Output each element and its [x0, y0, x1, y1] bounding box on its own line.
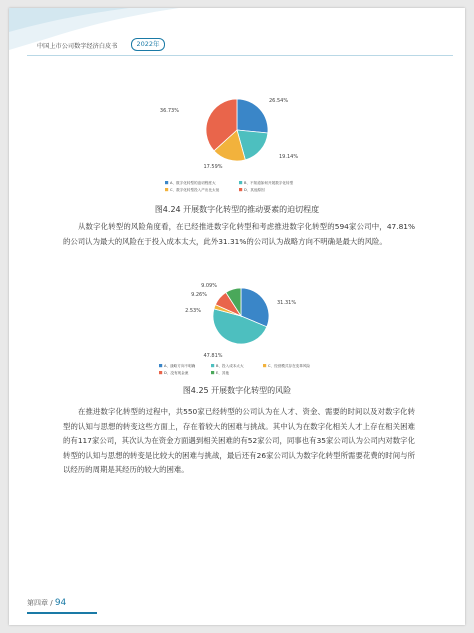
chart2-percent-label-5: 9.09%: [201, 283, 217, 289]
figure-caption-4-24: 图4.24 开展数字化转型的推动要素的迫切程度: [154, 205, 320, 214]
document-page: [9, 8, 465, 625]
chart2-percent-label-4: 9.26%: [191, 292, 207, 298]
chart1-slice-1: [237, 99, 268, 133]
chart2-legend-swatch-5: [211, 371, 214, 374]
chart1-percent-label-2: 19.14%: [279, 154, 299, 160]
chart1-legend-label-3: C、数字化转型投入产出比太低: [170, 188, 220, 192]
chart2-legend-swatch-2: [211, 364, 214, 367]
chart2-percent-label-3: 2.53%: [185, 308, 201, 314]
chart1-legend-swatch-2: [239, 181, 242, 184]
figure-caption-4-25: 图4.25 开展数字化转型的风险: [182, 386, 292, 395]
footer-rule: [27, 612, 97, 614]
chart2-percent-label-2: 47.81%: [203, 353, 223, 359]
header-rule: [27, 55, 453, 56]
chart2-legend-label-4: D、没有现金流: [164, 371, 189, 375]
chart2-legend-label-1: A、战略方向不明确: [164, 364, 196, 368]
chart1-legend-swatch-1: [165, 181, 168, 184]
pie-chart-drivers: [149, 92, 325, 202]
chart1-legend-label-1: A、数字化转型的迫切程度大: [170, 181, 216, 185]
chart2-legend-label-3: C、经营模式存在变革风险: [268, 364, 311, 368]
header-title: 中国上市公司数字经济白皮书: [37, 43, 118, 50]
chart2-legend-swatch-4: [159, 371, 162, 374]
header-year-badge: 2022年: [131, 38, 165, 51]
chart1-legend-swatch-3: [165, 188, 168, 191]
chart2-percent-label-1: 31.31%: [277, 300, 297, 306]
chart2-legend-swatch-3: [263, 364, 266, 367]
chart1-legend-label-4: D、其他原因: [244, 188, 265, 192]
header-swoosh-decoration: [9, 8, 465, 66]
chart2-legend-swatch-1: [159, 364, 162, 367]
body-paragraph-difficulties: 在推进数字化转型的过程中，共550家已经转型的公司认为在人才、资金、需要的时间以及对数字化转型的认知与思想的转变这些方面上，存在着较大的困难与挑战。其中认为在数字化相关人才上存在相关困难的有117家公司，其次认为在资金方面遇到相关困难的有52家公司，同事也有35家公司认为公司内对数字化转型的认知与思想的转变是比较大的困难与挑战，最后还有26家公司认为数字化转型所需要花费的时间与所以经历的周期是其经历的较大的困难。: [63, 407, 415, 474]
chart1-percent-label-1: 26.54%: [269, 98, 289, 104]
chart1-percent-label-4: 36.73%: [159, 108, 179, 114]
chart2-legend-label-2: B、投入成本太大: [216, 364, 244, 368]
chart2-legend-label-5: E、其他: [216, 371, 230, 375]
pie-chart-risks: [149, 274, 325, 384]
chart1-percent-label-3: 17.59%: [203, 164, 223, 170]
footer-page-number: 94: [54, 598, 67, 608]
body-paragraph-risk: 从数字化转型的风险角度看，在已经推进数字化转型和考虑推进数字化转型的594家公司中，47.81%的公司认为最大的风险在于投入成本太大，此外31.31%的公司认为战略方向不明确是最大的风险。: [63, 222, 415, 246]
chart1-legend-label-2: B、不知道如何开展数字化转型: [244, 181, 294, 185]
page-footer: [27, 598, 66, 608]
chart1-legend-swatch-4: [239, 188, 242, 191]
footer-chapter: 第四章 /: [27, 599, 53, 607]
page-header: [9, 8, 465, 66]
